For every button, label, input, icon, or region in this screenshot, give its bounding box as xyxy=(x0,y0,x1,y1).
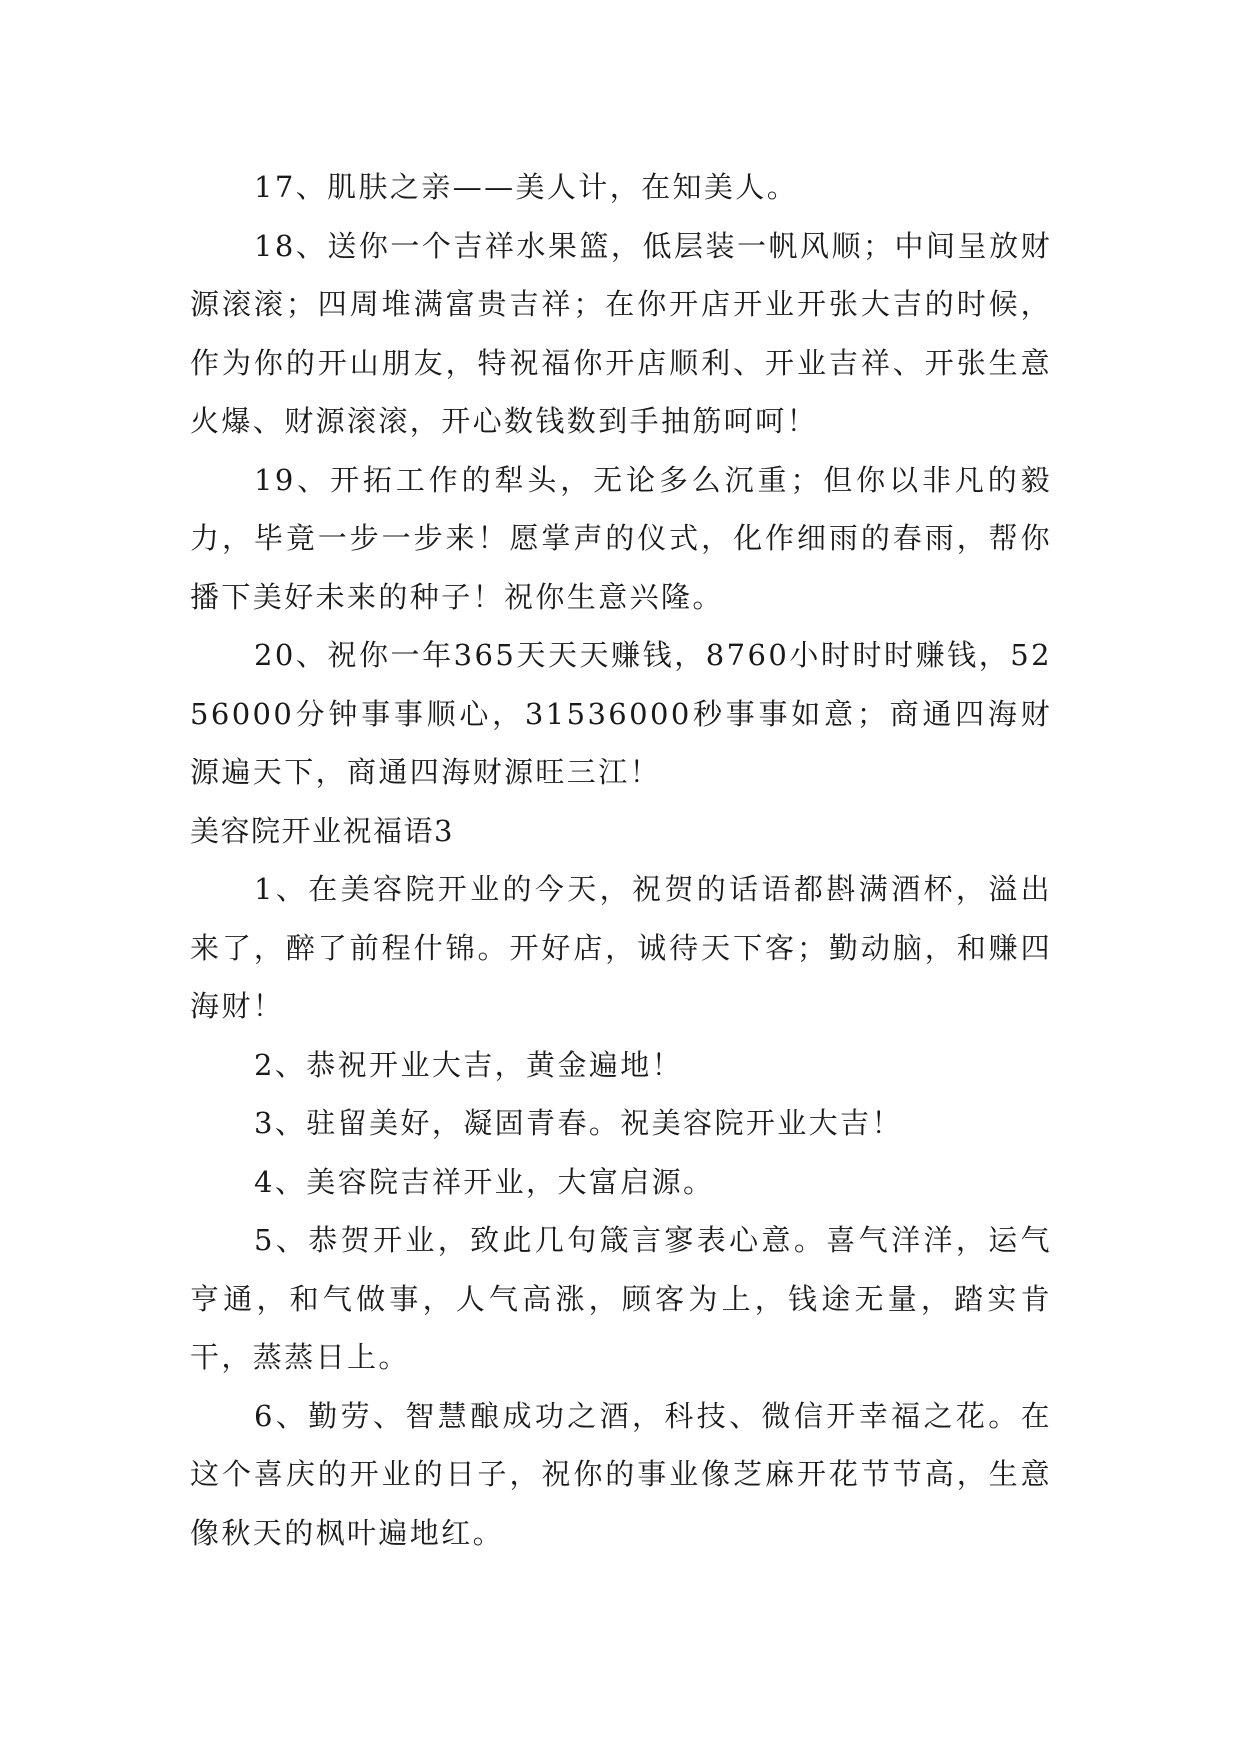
paragraph-17: 17、肌肤之亲——美人计，在知美人。 xyxy=(254,170,799,204)
document-body xyxy=(190,158,1052,1562)
paragraph-6: 6、勤劳、智慧酿成功之酒，科技、微信开幸福之花。在这个喜庆的开业的日子，祝你的事业像芝麻开花节节高，生意像秋天的枫叶遍地红。 xyxy=(190,1398,1052,1550)
paragraph-3: 3、驻留美好，凝固青春。祝美容院开业大吉！ xyxy=(254,1106,903,1140)
paragraph-18: 18、送你一个吉祥水果篮，低层装一帆风顺；中间呈放财源滚滚；四周堆满富贵吉祥；在你开店开业开张大吉的时候，作为你的开山朋友，特祝福你开店顺利、开业吉祥、开张生意火爆、财源滚滚，开心数钱数到手抽筋呵呵！ xyxy=(190,228,1052,438)
paragraph-5: 5、恭贺开业，致此几句箴言寥表心意。喜气洋洋，运气亨通，和气做事，人气高涨，顾客为上，钱途无量，踏实肯干，蒸蒸日上。 xyxy=(190,1223,1052,1374)
paragraph-4: 4、美容院吉祥开业，大富启源。 xyxy=(254,1164,715,1199)
section-heading: 美容院开业祝福语3 xyxy=(190,813,454,848)
paragraph-1: 1、在美容院开业的今天，祝贺的话语都斟满酒杯，溢出来了，醉了前程什锦。开好店，诚待天下客；勤动脑，和赚四海财！ xyxy=(190,872,1052,1023)
paragraph-19: 19、开拓工作的犁头，无论多么沉重；但你以非凡的毅力，毕竟一步一步来！愿掌声的仪式，化作细雨的春雨，帮你播下美好未来的种子！祝你生意兴隆。 xyxy=(190,462,1052,614)
paragraph-2: 2、恭祝开业大吉，黄金遍地！ xyxy=(254,1047,684,1082)
paragraph-20: 20、祝你一年365天天天赚钱，8760小时时时赚钱，5256000分钟事事顺心，31536000秒事事如意；商通四海财源遍天下，商通四海财源旺三江！ xyxy=(190,638,1052,789)
